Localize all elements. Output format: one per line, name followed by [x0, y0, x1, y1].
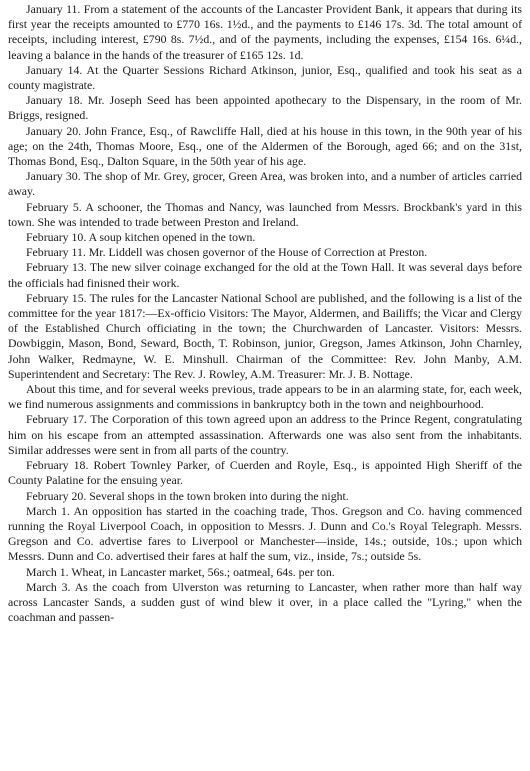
entry-feb-13	[8, 260, 522, 290]
entry-trade-note	[8, 382, 522, 412]
entry-feb-15	[8, 291, 522, 382]
entry-date: February 17.	[26, 412, 87, 427]
entry-jan-18	[8, 93, 522, 123]
entry-feb-20	[8, 489, 522, 504]
entry-text: The Corporation of this town agreed upon an address to the Prince Regent, congratulating him on his escape from an attempted assassination. Afterwards one was also sent from the inhabitants. Similar addresses were sent in from all parts of the country.	[8, 412, 522, 457]
entry-jan-30	[8, 169, 522, 199]
entry-text: Wheat, in Lancaster market, 56s.; oatmeal, 64s. per ton.	[71, 564, 335, 579]
entry-text: Mr. Joseph Seed has been appointed apothecary to the Dispensary, in the room of Mr. Briggs, resigned.	[8, 93, 523, 123]
entry-feb-10	[8, 230, 522, 245]
entry-date: March 3.	[26, 579, 71, 594]
entry-feb-17	[8, 412, 522, 458]
entry-mar-3	[8, 580, 522, 626]
entry-date: January 11.	[26, 2, 81, 16]
entry-date: February 11.	[26, 245, 86, 260]
entry-date: January 20.	[26, 123, 82, 138]
entry-text: At the Quarter Sessions Richard Atkinson, junior, Esq., qualified and took his seat as a county magistrate.	[8, 62, 522, 93]
entry-mar-1-wheat	[8, 565, 522, 580]
entry-text: Mr. Liddell was chosen governor of the House of Correction at Preston.	[88, 245, 428, 260]
entry-date: March 1.	[26, 503, 70, 518]
entry-date: February 5.	[26, 199, 82, 214]
entry-jan-11	[8, 2, 522, 63]
entry-date: February 15.	[26, 290, 87, 305]
entry-feb-11	[8, 245, 522, 260]
entry-date: February 10.	[26, 230, 87, 245]
entry-text: A schooner, the Thomas and Nancy, was launched from Messrs. Brockbank's yard in this town. She was intended to trade between Preston and Ireland.	[8, 199, 522, 229]
entry-feb-5	[8, 200, 522, 230]
entry-date: February 13.	[26, 260, 87, 275]
entry-date: January 30.	[26, 169, 81, 184]
entry-jan-14	[8, 63, 522, 93]
entry-text: John France, Esq., of Rawcliffe Hall, died at his house in this town, in the 90th year of his age; on the 24th, Thomas Moore, Esq., one of the Aldermen of the Borough, aged 66; and on the 31st, Thomas Bond, Esq., Dalton Square, in the 50th year of his age.	[8, 123, 522, 169]
entry-date: March 1.	[26, 564, 69, 579]
entry-text: As the coach from Ulverston was returning to Lancaster, when rather more than half way across Lancaster Sands, a sudden gust of wind blew it over, in a place called the "Lyring," when the coachman and passen-	[8, 579, 522, 625]
entry-text: A soup kitchen opened in the town.	[88, 230, 256, 245]
entry-text: Several shops in the town broken into during the night.	[89, 488, 349, 503]
entry-text: The rules for the Lancaster National School are published, and the following is a list of the committee for the year 1817:—Ex-officio Visitors: The Mayor, Aldermen, and Bailiffs; the Vicar and Clergy of the Established Church officiating in the town; the Churchwarden of Lancaster. Visitors: Messrs. Dowbiggin, Mason, Bond, Seward, Bocth, T. Robinson, junior, Gregson, James Atkinson, John Charnley, John Walker, Redmayne, W. E. Minshull. Chairman of the Committee: Rev. John Manby, A.M. Superintendent and Secretary: The Rev. J. Rowley, A.M. Treasurer: Mr. J. B. Nottage.	[8, 290, 522, 381]
entry-text: Robert Townley Parker, of Cuerden and Royle, Esq., is appointed High Sheriff of the County Palatine for the ensuing year.	[8, 458, 523, 488]
entry-mar-1-coach	[8, 504, 522, 565]
entry-date: January 18.	[26, 93, 83, 108]
entry-text: The shop of Mr. Grey, grocer, Green Area, was broken into, and a number of articles carried away.	[8, 169, 522, 199]
entry-text: An opposition has started in the coaching trade, Thos. Gregson and Co. having commenced running the Royal Liverpool Coach, in opposition to Messrs. J. Dunn and Co.'s Royal Telegraph. Messrs. Gregson and Co. advertise fares to Liverpool or Manchester—inside, 14s.; outside, 10s.; upon which Messrs. Dunn and Co. advertised their fares at half the sum, viz., inside, 7s.; outside 5s.	[8, 503, 522, 564]
entry-text: From a statement of the accounts of the Lancaster Provident Bank, it appears that during its first year the receipts amounted to £770 16s. 1½d., and the payments to £146 17s. 3d. The total amount of receipts, including interest, £790 8s. 7½d., and of the payments, including the expenses, £154 16s. 6¼d., leaving a balance in the hands of the treasurer of £165 12s. 1d.	[8, 2, 522, 62]
entry-date: January 14.	[26, 62, 83, 77]
entry-feb-18	[8, 458, 522, 488]
entry-date: February 18.	[26, 458, 89, 473]
entry-text: About this time, and for several weeks previous, trade appears to be in an alarming state, for, each week, we find numerous assignments and commissions in bankruptcy both in the town and neighbourhood.	[8, 382, 522, 412]
entry-jan-20	[8, 124, 522, 170]
entry-text: The new silver coinage exchanged for the old at the Town Hall. It was several days before the officials had finisned their work.	[8, 260, 522, 290]
entry-date: February 20.	[26, 488, 87, 503]
